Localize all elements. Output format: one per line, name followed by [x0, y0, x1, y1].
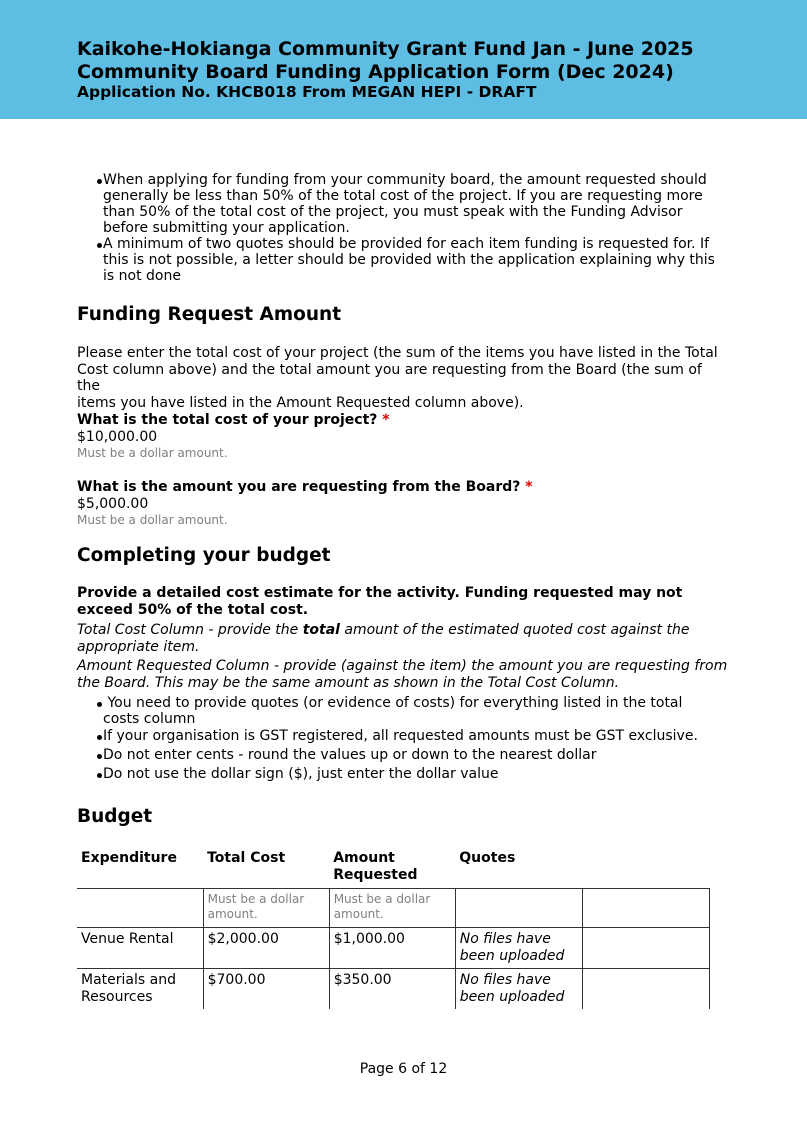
- total-cost-cell: $2,000.00: [203, 928, 329, 969]
- expenditure-cell: Materials and Resources: [81, 972, 176, 1005]
- total-cost-cell: $700.00: [203, 969, 329, 1010]
- total-cost-instruction-post: amount of the estimated quoted cost against the: [339, 622, 690, 638]
- table-cell: [203, 889, 329, 928]
- budget-bullet-1-line2: costs column: [103, 711, 196, 727]
- total-cost-value: $10,000.00: [77, 429, 158, 445]
- budget-instruction-bold-line2: exceed 50% of the total cost.: [77, 601, 309, 618]
- header-application-number: Application No. KHCB018 From MEGAN HEPI - DRAFT: [77, 83, 537, 101]
- intro-bullet-2-line3: is not done: [103, 268, 181, 284]
- budget-bullet-list: [77, 695, 737, 782]
- intro-bullet-list: [77, 172, 737, 284]
- bullet-icon: [97, 773, 102, 778]
- total-cost-hint: Must be a dollar amount.: [77, 446, 228, 460]
- bullet-icon: [97, 735, 102, 740]
- bullet-icon: [97, 702, 102, 707]
- list-item: [77, 766, 737, 782]
- amount-requested-instruction-line2: the Board. This may be the same amount as shown in the Total Cost Column.: [77, 674, 620, 691]
- list-item: [77, 747, 737, 763]
- total-cost-label: [77, 412, 390, 428]
- list-item: [77, 236, 737, 284]
- funding-request-heading: Funding Request Amount: [77, 304, 342, 325]
- budget-heading: Budget: [77, 806, 153, 827]
- budget-bullet-1-line1: You need to provide quotes (or evidence of costs) for everything listed in the total: [103, 695, 683, 711]
- table-header-row: [77, 844, 710, 889]
- required-marker: *: [382, 412, 390, 428]
- table-cell: [582, 928, 709, 969]
- header-title-line1: Kaikohe-Hokianga Community Grant Fund Jan - June 2025: [77, 38, 694, 60]
- quotes-cell: No files have been uploaded: [455, 969, 582, 1010]
- amount-requested-cell: $1,000.00: [329, 928, 455, 969]
- amount-requested-question: [77, 479, 533, 527]
- intro-bullet-1-line1: When applying for funding from your community board, the amount requested should: [103, 172, 707, 188]
- intro-bullet-1-line2: generally be less than 50% of the total cost of the project. If you are requesting more: [103, 188, 703, 204]
- funding-request-description: [77, 345, 727, 411]
- bullet-icon: [97, 179, 102, 184]
- column-header-empty: [582, 844, 709, 889]
- budget-bullet-2: If your organisation is GST registered, all requested amounts must be GST exclusive.: [103, 728, 698, 744]
- budget-table: [77, 844, 710, 1009]
- amount-requested-hint: Must be a dollar amount.: [77, 513, 228, 527]
- column-header-total-cost: Total Cost: [203, 844, 329, 889]
- quotes-cell: No files have been uploaded: [455, 928, 582, 969]
- total-cost-question: [77, 412, 390, 460]
- list-item: [77, 728, 737, 744]
- total-cost-instruction-emphasis: total: [302, 622, 340, 638]
- table-hint-row: [77, 889, 710, 928]
- list-item: [77, 695, 737, 727]
- column-header-amount-requested: Amount Requested: [329, 844, 455, 889]
- total-cost-instruction-pre: Total Cost Column - provide the: [77, 622, 303, 638]
- amount-requested-value: $5,000.00: [77, 496, 149, 512]
- amount-requested-label: [77, 479, 533, 495]
- intro-bullet-2-line2: this is not possible, a letter should be provided with the application explaining why this: [103, 252, 715, 268]
- page-header: [0, 0, 807, 119]
- bullet-icon: [97, 243, 102, 248]
- table-cell: [582, 969, 709, 1010]
- table-cell: [77, 889, 203, 928]
- required-marker: *: [525, 479, 533, 495]
- budget-bullet-3: Do not enter cents - round the values up or down to the nearest dollar: [103, 747, 597, 763]
- expenditure-cell: Venue Rental: [77, 928, 203, 969]
- intro-bullet-1-line3: than 50% of the total cost of the project, you must speak with the Funding Advisor: [103, 204, 683, 220]
- completing-budget-heading: Completing your budget: [77, 545, 331, 566]
- header-title-line2: Community Board Funding Application Form (Dec 2024): [77, 61, 674, 83]
- table-cell: [582, 889, 709, 928]
- bullet-icon: [97, 754, 102, 759]
- table-row: [77, 969, 710, 1010]
- intro-bullet-1-line4: before submitting your application.: [103, 220, 350, 236]
- amount-requested-instruction-line1: Amount Requested Column - provide (against the item) the amount you are requesting from: [77, 658, 728, 674]
- amount-requested-column-hint: Must be a dollar amount.: [333, 892, 431, 921]
- amount-requested-label-text: What is the amount you are requesting from the Board?: [77, 479, 521, 495]
- amount-requested-cell: $350.00: [329, 969, 455, 1010]
- funding-description-line1: Please enter the total cost of your project (the sum of the items you have listed in the Total: [77, 345, 718, 361]
- table-cell: [329, 889, 455, 928]
- funding-description-line3: items you have listed in the Amount Requested column above).: [77, 394, 524, 411]
- total-cost-instruction-line1: [77, 622, 737, 639]
- funding-description-line2: Cost column above) and the total amount you are requesting from the Board (the sum of the: [77, 361, 702, 394]
- total-cost-instruction-line2: appropriate item.: [77, 638, 200, 655]
- budget-bullet-4: Do not use the dollar sign ($), just enter the dollar value: [103, 766, 499, 782]
- table-cell: [455, 889, 582, 928]
- budget-instruction-bold-line1: Provide a detailed cost estimate for the activity. Funding requested may not: [77, 585, 683, 601]
- table-row: [77, 928, 710, 969]
- total-cost-column-hint: Must be a dollar amount.: [207, 892, 305, 921]
- budget-instructions-bold: [77, 585, 727, 618]
- list-item: [77, 172, 737, 236]
- total-cost-instruction: [77, 622, 737, 655]
- amount-requested-instruction: [77, 658, 737, 691]
- column-header-quotes: Quotes: [455, 844, 582, 889]
- intro-bullet-2-line1: A minimum of two quotes should be provided for each item funding is requested for. If: [103, 236, 710, 252]
- total-cost-label-text: What is the total cost of your project?: [77, 412, 378, 428]
- page-number: Page 6 of 12: [359, 1061, 448, 1077]
- column-header-expenditure: Expenditure: [77, 844, 203, 889]
